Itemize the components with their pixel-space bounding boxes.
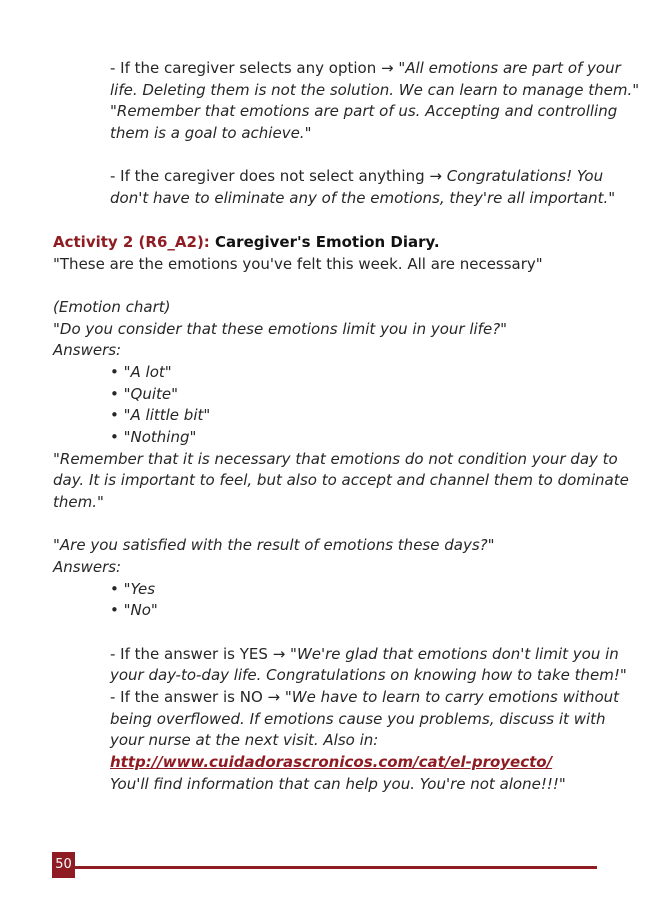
- arrow-icon: →: [429, 167, 442, 185]
- no-line2: being overflowed. If emotions cause you problems, discuss it with: [110, 710, 606, 728]
- reminder-line3: them.": [53, 493, 104, 511]
- block2-prefix: - If the caregiver does not select anything: [110, 167, 425, 185]
- no-prefix: - If the answer is NO: [110, 688, 263, 706]
- reminder-line2: day. It is important to feel, but also to accept and channel them to dominate: [53, 471, 629, 489]
- block2-quote: Congratulations! You: [446, 167, 604, 185]
- arrow-icon: →: [267, 688, 281, 706]
- no-line3: your nurse at the next visit. Also in:: [110, 731, 379, 749]
- yes-line1: [110, 644, 619, 666]
- answers-label-2: Answers:: [53, 558, 122, 576]
- yes-quote: "We're glad that emotions don't limit you in: [290, 645, 619, 663]
- no-quote: "We have to learn to carry emotions without: [284, 688, 620, 706]
- page-number: 50: [52, 852, 75, 878]
- question-2: "Are you satisfied with the result of emotions these days?": [53, 536, 495, 554]
- no-line5: You'll find information that can help you. You're not alone!!!": [110, 775, 566, 793]
- question-1: "Do you consider that these emotions limit you in your life?": [53, 320, 508, 338]
- no-line1: [110, 687, 620, 709]
- answer-option: • "A little bit": [110, 406, 211, 424]
- arrow-icon: →: [272, 645, 286, 663]
- block2-line2: don't have to eliminate any of the emotions, they're all important.": [110, 189, 616, 207]
- emotion-chart-note: (Emotion chart): [53, 298, 171, 316]
- answer-option: • "Quite": [110, 385, 179, 403]
- block1-line2: life. Deleting them is not the solution. We can learn to manage them.": [110, 81, 640, 99]
- answers-label-1: Answers:: [53, 341, 122, 359]
- answer-option: • "Yes: [110, 580, 156, 598]
- activity-subtitle: "These are the emotions you've felt this week. All are necessary": [53, 255, 543, 273]
- activity-code: Activity 2 (R6_A2):: [53, 233, 210, 251]
- block1-line1: [110, 58, 621, 80]
- answer-option: • "No": [110, 601, 158, 619]
- answer-option: • "A lot": [110, 363, 172, 381]
- block1-quote: "All emotions are part of your: [398, 59, 621, 77]
- yes-line2: your day-to-day life. Congratulations on knowing how to take them!": [110, 666, 627, 684]
- activity-title: Caregiver's Emotion Diary.: [215, 233, 440, 251]
- block1-line3: "Remember that emotions are part of us. Accepting and controlling: [110, 102, 618, 120]
- answer-option: • "Nothing": [110, 428, 197, 446]
- block1-line4: them is a goal to achieve.": [110, 124, 312, 142]
- block2-line1: [110, 166, 604, 188]
- yes-prefix: - If the answer is YES: [110, 645, 268, 663]
- reminder-line1: "Remember that it is necessary that emotions do not condition your day to: [53, 450, 618, 468]
- arrow-icon: →: [380, 59, 394, 77]
- block1-prefix: - If the caregiver selects any option: [110, 59, 377, 77]
- project-link[interactable]: http://www.cuidadorascronicos.com/cat/el-proyecto/: [110, 753, 553, 771]
- activity-heading: [53, 232, 440, 254]
- footer-rule: [75, 866, 597, 869]
